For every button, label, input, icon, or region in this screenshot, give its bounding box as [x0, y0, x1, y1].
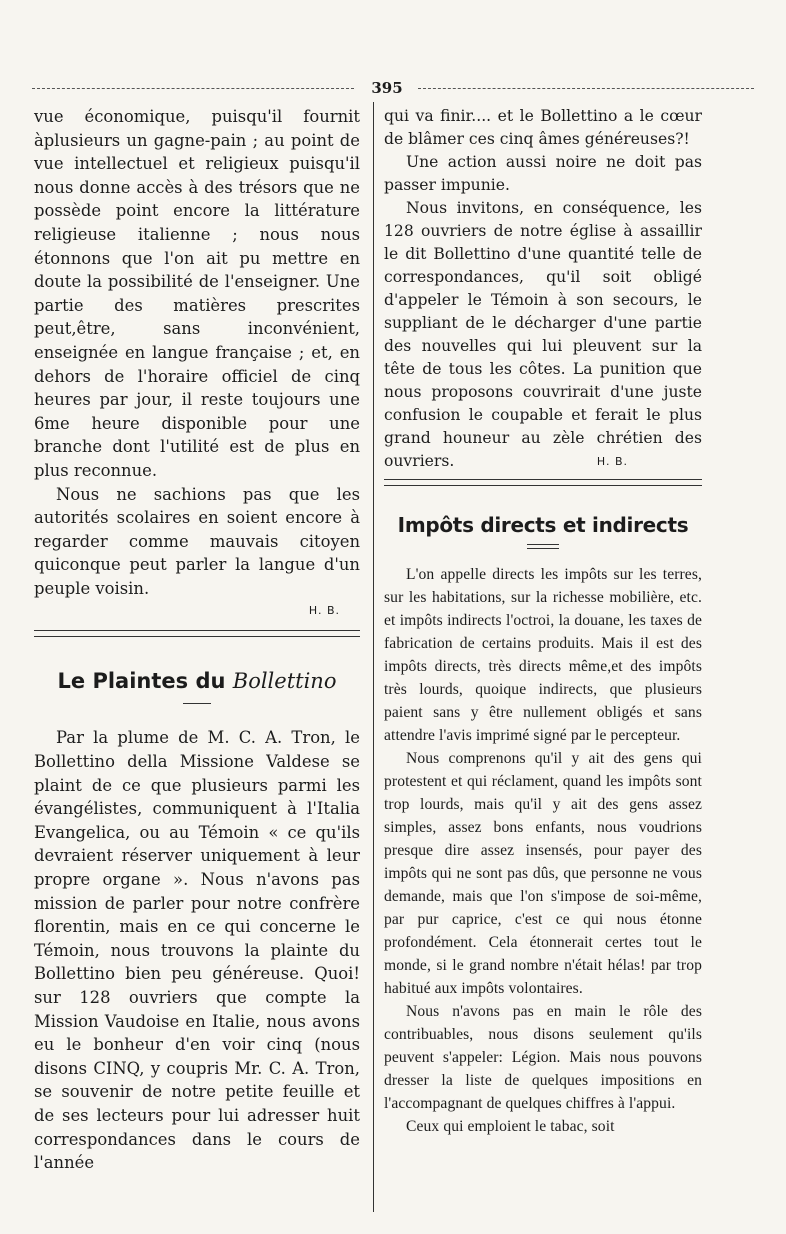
article-title-italic: Bollettino	[232, 669, 337, 694]
article-body	[384, 563, 702, 1138]
header-rule-right	[418, 88, 754, 89]
paragraph: Nous ne sachions pas que les autorités scolaires en soient encore à regarder comme mauvais citoyen quiconque peut parler la langue d'un peuple voisin.	[34, 484, 360, 598]
page-header	[32, 78, 754, 98]
title-rule	[527, 544, 559, 549]
paragraph: Ceux qui emploient le tabac, soit	[406, 1118, 615, 1135]
article-title	[34, 667, 360, 695]
left-column	[34, 105, 360, 1175]
paragraph: Nous invitons, en conséquence, les 128 ouvriers de notre église à assaillir le dit Bollettino d'une quantité telle de correspondances, qu'il soit obligé d'appeler le Témoin à son secours, le suppliant de le décharger d'une partie des nouvelles qui lui pleuvent sur la tête de tous les côtes. La punition que nous proposons couvrirait d'une juste confusion le coupable et ferait le plus grand houneur au zèle chrétien des ouvriers.	[384, 199, 702, 470]
header-rule-left	[32, 88, 354, 89]
right-column	[384, 105, 702, 1138]
paragraph: Par la plume de M. C. A. Tron, le Bollettino della Missione Valdese se plaint de ce que plusieurs parmi les évangélistes, communiquent à l'Italia Evangelica, ou au Témoin « ce qu'ils devraient réserver uniquement à leur propre organe ». Nous n'avons pas mission de parler pour notre confrère florentin, mais en ce qui concerne le Témoin, nous trouvons la plainte du Bollettino bien peu généreuse. Quoi! sur 128 ouvriers que compte la Mission Vaudoise en Italie, nous avons eu le bonheur d'en voir cinq (nous disons CINQ, y coupris Mr. C. A. Tron, se souvenir de notre petite feuille et de ses lecteurs pour lui adresser huit correspondances dans le cours de l'année	[34, 728, 360, 1173]
section-rule	[34, 630, 360, 637]
page-number: 395	[371, 79, 403, 97]
paragraph: L'on appelle directs les impôts sur les terres, sur les habitations, sur la richesse mobilière, etc. et impôts indirects l'octroi, la douane, les taxes de fabrication de certains produits. Mais il est des impôts directs, très directs même,et des impôts très lourds, quoique indirects, que plusieurs paient sans y être nullement obligés et sans attendre l'avis imprimé signé par le percepteur.	[384, 566, 702, 744]
signature: H. B.	[308, 604, 340, 618]
section-rule	[384, 479, 702, 486]
paragraph: qui va finir.... et le Bollettino a le cœur de blâmer ces cinq âmes généreuses?!	[384, 107, 702, 148]
article-title: Impôts directs et indirects	[397, 513, 689, 537]
paragraph: vue économique, puisqu'il fournit àplusieurs un gagne-pain ; au point de vue intellectuel et religieux puisqu'il nous donne accès à des trésors que ne possède point encore la littérature religieuse italienne ; nous nous étonnons que l'on ait pu mettre en doute la possibilité de l'enseigner. Une partie des matières prescrites peut,être, sans inconvénient, enseignée en langue française ; et, en dehors de l'horaire officiel de cinq heures par jour, il reste toujours une 6me heure disponible pour une branche dont l'utilité est de plus en plus reconnue.	[34, 107, 360, 480]
article-title-prefix: Le Plaintes du	[57, 669, 226, 694]
title-rule	[183, 703, 211, 704]
paragraph: Nous n'avons pas en main le rôle des contribuables, nous disons seulement qu'ils peuvent s'appeler: Légion. Mais nous pouvons dresser la liste de quelques impositions en l'accompagnant de quelques chiffres à l'appui.	[384, 1003, 702, 1112]
paragraph: Une action aussi noire ne doit pas passer impunie.	[384, 153, 702, 194]
column-divider	[373, 102, 374, 1212]
paragraph: Nous comprenons qu'il y ait des gens qui protestent et qui réclament, quand les impôts sont trop lourds, mais qu'il y ait des gens assez simples, assez bons enfants, nous voudrions presque dire assez insensés, pour payer des impôts qui ne sont pas dûs, que personne ne vous demande, mais que l'on s'impose de soi-même, par pur caprice, c'est ce qui nous étonne profondément. Cela étonnerait certes tout le monde, si le grand nombre n'était hélas! par trop habitué aux impôts volontaires.	[384, 750, 702, 997]
signature: H. B.	[596, 455, 628, 468]
